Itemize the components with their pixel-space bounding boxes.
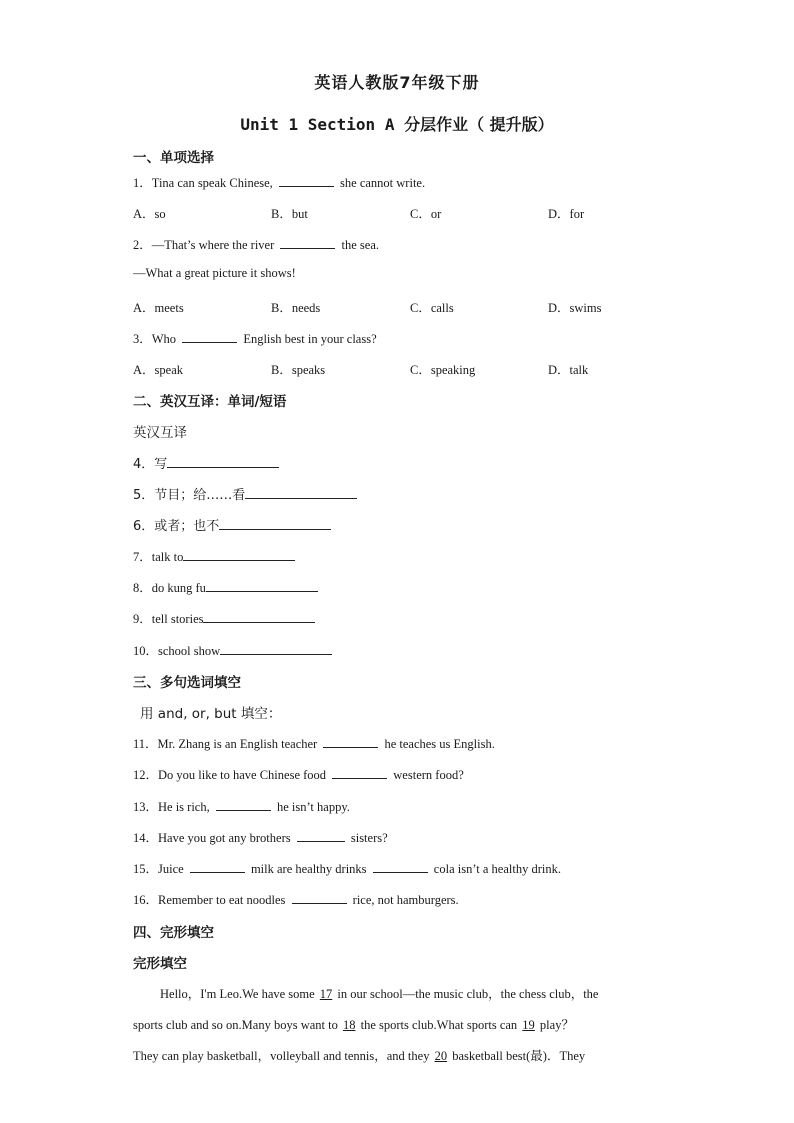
translate-item-5-text: 5．节目；给……看 <box>133 488 246 503</box>
fill-question-11-stem: 11．Mr. Zhang is an English teacher <box>133 737 318 751</box>
fill-question-12 <box>133 765 464 783</box>
translate-item-7-text: 7．talk to <box>133 550 184 564</box>
fill-question-13 <box>133 797 350 815</box>
fill-question-16 <box>133 890 459 908</box>
translate-item-4-blank <box>167 455 279 468</box>
translate-item-7 <box>133 547 298 565</box>
translate-item-4-text: 4．写 <box>133 457 168 472</box>
question-3-stem: 3．Who <box>133 332 177 346</box>
fill-question-16-blank <box>292 891 347 904</box>
translate-item-6-blank <box>219 517 331 530</box>
fill-question-15 <box>133 859 561 877</box>
question-2 <box>133 235 379 253</box>
question-3-blank <box>182 330 237 343</box>
cloze-line-2-text-c: play？ <box>539 1018 574 1032</box>
fill-question-16-stem: 16．Remember to eat noodles <box>133 893 286 907</box>
fill-question-12-blank <box>332 766 387 779</box>
question-2-stem-end: the sea. <box>341 238 380 252</box>
fill-question-14-blank <box>297 829 345 842</box>
cloze-blank-20: 20 <box>434 1049 448 1063</box>
question-2-stem: 2．—That’s where the river <box>133 238 275 252</box>
cloze-line-1 <box>160 984 695 1002</box>
q3-option-a: A．speak <box>133 363 183 377</box>
translate-item-7-blank <box>183 548 295 561</box>
fill-question-16-stem-end: rice, not hamburgers. <box>352 893 459 907</box>
translate-item-10-text: 10．school show <box>133 644 221 658</box>
fill-question-11 <box>133 734 495 752</box>
fill-question-14 <box>133 828 388 846</box>
section-2-instruction: 英汉互译 <box>133 425 187 441</box>
q2-option-c: C．calls <box>410 301 454 315</box>
translate-item-9 <box>133 609 318 627</box>
fill-question-11-stem-end: he teaches us English. <box>384 737 495 751</box>
question-2-blank <box>280 236 335 249</box>
cloze-line-3-text-b: basketball best(最)．They <box>452 1049 586 1063</box>
fill-question-14-stem-end: sisters? <box>350 831 388 845</box>
question-2-reply: —What a great picture it shows! <box>133 266 296 280</box>
translate-item-10 <box>133 641 335 659</box>
fill-question-12-stem: 12．Do you like to have Chinese food <box>133 768 327 782</box>
q2-option-d: D．swims <box>548 301 602 315</box>
translate-item-5 <box>133 484 360 503</box>
subtitle-label: 分层作业（ 提升版） <box>404 115 554 134</box>
translate-item-8 <box>133 578 321 596</box>
fill-question-13-stem-end: he isn’t happy. <box>276 800 350 814</box>
cloze-blank-18: 18 <box>342 1018 356 1032</box>
translate-item-5-blank <box>245 486 357 499</box>
translate-item-9-blank <box>203 610 315 623</box>
fill-question-14-stem: 14．Have you got any brothers <box>133 831 291 845</box>
q1-option-c: C．or <box>410 207 442 221</box>
cloze-line-3-text-a: They can play basketball，volleyball and tennis，and they <box>133 1049 430 1063</box>
translate-item-10-blank <box>220 642 332 655</box>
fill-question-15-stem-end: cola isn’t a healthy drink. <box>433 862 561 876</box>
translate-item-6-text: 6．或者；也不 <box>133 519 220 534</box>
subtitle-unit: Unit 1 Section A <box>240 115 395 134</box>
fill-question-13-blank <box>216 798 271 811</box>
question-1-stem: 1．Tina can speak Chinese, <box>133 176 273 190</box>
section-heading-2: 二、英汉互译：单词/短语 <box>133 394 287 410</box>
section-heading-1: 一、单项选择 <box>133 150 214 166</box>
fill-question-11-blank <box>323 735 378 748</box>
fill-question-15-blank-1 <box>190 860 245 873</box>
cloze-blank-17: 17 <box>319 987 333 1001</box>
question-3-stem-end: English best in your class? <box>243 332 377 346</box>
fill-question-15-blank-2 <box>373 860 428 873</box>
q3-option-d: D．talk <box>548 363 589 377</box>
q2-option-a: A．meets <box>133 301 184 315</box>
cloze-line-1-text-a: Hello，I'm Leo.We have some <box>160 987 315 1001</box>
q1-option-a: A．so <box>133 207 166 221</box>
q1-option-d: D．for <box>548 207 585 221</box>
translate-item-8-text: 8．do kung fu <box>133 581 206 595</box>
question-1-blank <box>279 174 334 187</box>
question-1-stem-end: she cannot write. <box>340 176 426 190</box>
translate-item-4 <box>133 453 282 472</box>
fill-question-13-stem: 13．He is rich, <box>133 800 210 814</box>
cloze-line-2-text-b: the sports club.What sports can <box>360 1018 518 1032</box>
fill-question-15-stem: 15．Juice <box>133 862 184 876</box>
question-1 <box>133 173 425 191</box>
cloze-line-3 <box>133 1046 668 1064</box>
fill-question-15-stem-mid: milk are healthy drinks <box>250 862 367 876</box>
document-subtitle <box>0 112 794 135</box>
q3-option-c: C．speaking <box>410 363 476 377</box>
document-title: 英语人教版7年级下册 <box>314 73 480 92</box>
cloze-line-2-text-a: sports club and so on.Many boys want to <box>133 1018 338 1032</box>
question-3 <box>133 329 377 347</box>
translate-item-6 <box>133 515 334 534</box>
translate-item-9-text: 9．tell stories <box>133 612 204 626</box>
cloze-line-2 <box>133 1015 668 1033</box>
q2-option-b: B．needs <box>271 301 321 315</box>
section-3-instruction: 用 and, or, but 填空： <box>140 706 282 722</box>
cloze-blank-19: 19 <box>522 1018 535 1032</box>
fill-question-12-stem-end: western food? <box>393 768 464 782</box>
section-heading-3: 三、多句选词填空 <box>133 675 241 691</box>
section-4-instruction: 完形填空 <box>133 956 187 972</box>
cloze-line-1-text-b: in our school—the music club，the chess club，the <box>337 987 599 1001</box>
section-heading-4: 四、完形填空 <box>133 925 214 941</box>
q1-option-b: B．but <box>271 207 308 221</box>
translate-item-8-blank <box>206 579 318 592</box>
q3-option-b: B．speaks <box>271 363 326 377</box>
